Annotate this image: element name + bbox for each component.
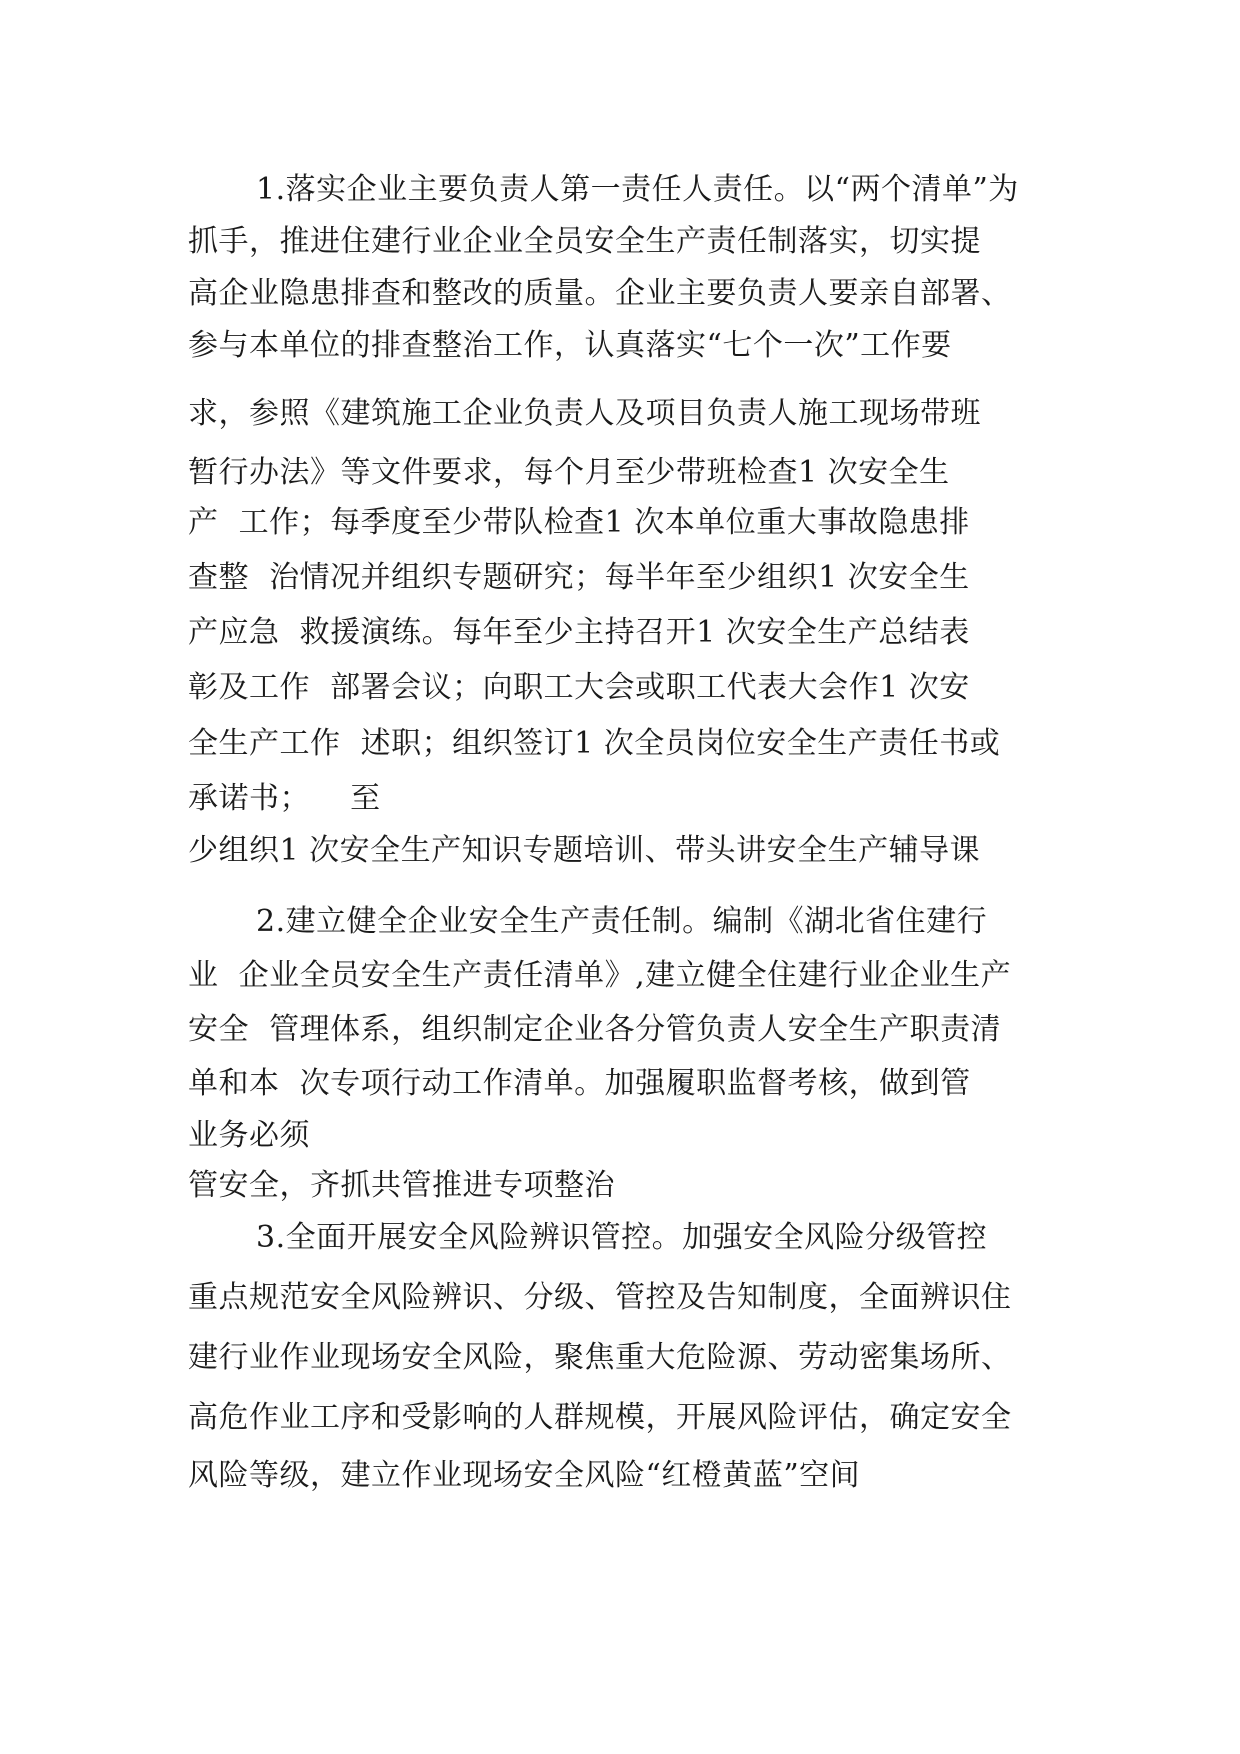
text-line: 安全 管理体系，组织制定企业各分管负责人安全生产职责清 bbox=[188, 1012, 1002, 1047]
text-line: 参与本单位的排查整治工作，认真落实“七个一次”工作要 bbox=[188, 328, 952, 363]
text-line: 高危作业工序和受影响的人群规模，开展风险评估，确定安全 bbox=[188, 1400, 1012, 1435]
text-line: 建行业作业现场安全风险，聚焦重大危险源、劳动密集场所、 bbox=[188, 1340, 1012, 1375]
text-line: 暂行办法》等文件要求，每个月至少带班检查1 次安全生 bbox=[188, 455, 950, 490]
text-line: 风险等级，建立作业现场安全风险“红橙黄蓝”空间 bbox=[188, 1458, 861, 1493]
text-line: 产应急 救援演练。每年至少主持召开1 次安全生产总结表 bbox=[188, 615, 970, 650]
text-line: 重点规范安全风险辨识、分级、管控及告知制度，全面辨识住 bbox=[188, 1280, 1012, 1315]
text-line: 管安全，齐抓共管推进专项整治 bbox=[188, 1168, 615, 1203]
text-line: 业 企业全员安全生产责任清单》,建立健全住建行业企业生产 bbox=[188, 958, 1012, 993]
text-line: 3.全面开展安全风险辨识管控。加强安全风险分级管控 bbox=[256, 1220, 988, 1255]
text-line: 业务必须 bbox=[188, 1118, 310, 1153]
text-line: 1.落实企业主要负责人第一责任人责任。以“两个清单”为 bbox=[256, 172, 1019, 207]
text-line: 单和本 次专项行动工作清单。加强履职监督考核，做到管 bbox=[188, 1066, 971, 1101]
text-line: 承诺书； 至 bbox=[188, 781, 381, 816]
text-line: 全生产工作 述职；组织签订1 次全员岗位安全生产责任书或 bbox=[188, 726, 1001, 761]
text-line: 求，参照《建筑施工企业负责人及项目负责人施工现场带班 bbox=[188, 396, 981, 431]
text-line: 查整 治情况并组织专题研究；每半年至少组织1 次安全生 bbox=[188, 560, 970, 595]
text-line: 抓手，推进住建行业企业全员安全生产责任制落实，切实提 bbox=[188, 224, 981, 259]
text-line: 高企业隐患排查和整改的质量。企业主要负责人要亲自部署、 bbox=[188, 276, 1012, 311]
text-line: 产 工作；每季度至少带队检查1 次本单位重大事故隐患排 bbox=[188, 505, 970, 540]
text-line: 2.建立健全企业安全生产责任制。编制《湖北省住建行 bbox=[256, 904, 988, 939]
text-line: 少组织1 次安全生产知识专题培训、带头讲安全生产辅导课 bbox=[188, 833, 981, 868]
text-line: 彰及工作 部署会议；向职工大会或职工代表大会作1 次安 bbox=[188, 670, 970, 705]
